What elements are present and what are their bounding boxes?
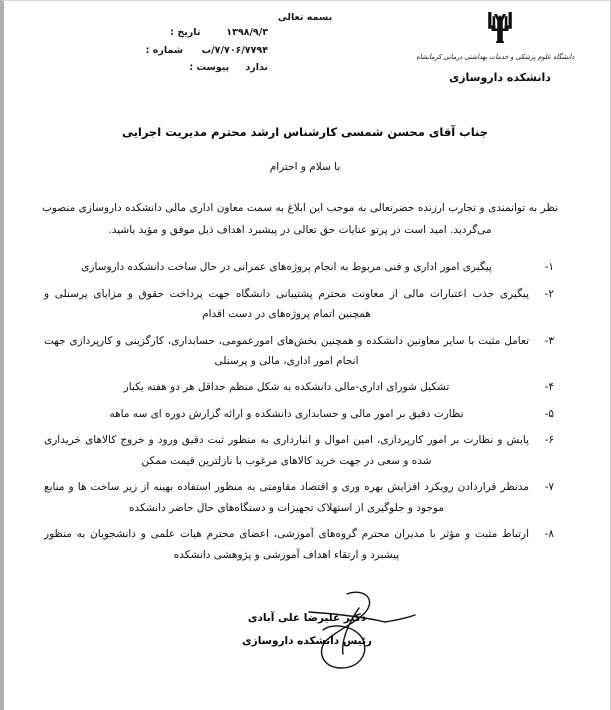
greeting-line: با سلام و احترام <box>269 161 341 173</box>
date-label: تاریخ : <box>170 27 201 38</box>
list-item-text: پیگیری جذب اعتبارات مالی از معاونت محترم پشتیبانی دانشگاه جهت پرداخت حقوق و مزایای پرسنلی و همچنین اتمام پروژه‌های در دست اقدام <box>44 287 529 321</box>
list-item-text: تعامل مثبت با سایر معاونین دانشکده و همچنین بخش‌های امورعمومی، حسابداری، کارگزینی و کارپردازی جهت انجام امور اداری، مالی و پرسنلی <box>44 334 529 367</box>
intro-paragraph: نظر به توانمندی و تجارب ارزنده حضرتعالی به موجب این ابلاغ به سمت معاون اداری مالی دانشکده داروسازی منصوب می‌گردید. امید است در پرتو عنایات حق تعالی در پیشبرد اهداف ذیل موفق و مؤید باشید. <box>42 202 558 237</box>
signer-title: رئیس دانشکده داروسازی <box>242 635 372 647</box>
number-label: شماره : <box>145 44 184 56</box>
list-item <box>44 404 554 424</box>
list-item-text: تشکیل شورای اداری-مالی دانشکده به شکل منظم حداقل هر دو هفته یکبار <box>123 381 450 394</box>
goals-list <box>22 257 588 565</box>
list-item-number: ۸- <box>544 528 554 541</box>
list-item-number: ۶- <box>544 434 554 447</box>
addressee-line: جناب آقای محسن شمسی کارشناس ارشد محترم مدیریت اجرایی <box>121 125 489 139</box>
letterhead <box>22 1 588 109</box>
list-item-number: ۴- <box>544 381 554 394</box>
list-item-text: پایش و نظارت بر امور کارپردازی، امین اموال و انبارداری به منظور ثبت دقیق ورود و خروج کالاهای خریداری شده و سعی در جهت خرید کالاهای مرغوب با نازلترین قیمت ممکن <box>44 434 529 467</box>
list-item-text: نظارت دقیق بر امور مالی و حسابداری دانشکده و ارائه گزارش دوره ای سه ماهه <box>109 407 464 420</box>
list-item-number: ۷- <box>544 481 554 494</box>
list-item-number: ۵- <box>544 407 554 420</box>
letter-sheet <box>4 1 610 710</box>
list-item-text: ارتباط مثبت و مؤثر با مدیران محترم گروه‌های آموزشی، اعضای محترم هیات علمی و دانشجویان به منظور پیشبرد و ارتقاء اهداف آموزشی و پژوهشی دانشکده <box>44 528 529 561</box>
list-item <box>44 331 554 372</box>
intro-paragraph-block <box>22 197 588 241</box>
number-value: ۷/۷۰۶/۷۷۹۴/ب <box>201 44 268 56</box>
list-item-number: ۲- <box>544 287 554 300</box>
list-item-number: ۱- <box>544 261 554 274</box>
letter-metadata <box>68 27 268 80</box>
list-item <box>44 477 554 518</box>
list-item <box>44 257 554 277</box>
organization-identity <box>416 5 580 84</box>
list-item-number: ۳- <box>544 334 554 347</box>
list-item <box>44 524 554 565</box>
signature-block <box>4 594 610 674</box>
list-item-text: مدنظر قراردادن رویکرد افزایش بهره وری و اقتصاد مقاومتی به منظور استفاده بهینه از زیر ساخت ها و منابع موجود و جلوگیری از استهلاک تجهیزات و دستگاه‌های حال حاضر دانشکده <box>44 481 529 514</box>
list-item-text: پیگیری امور اداری و فنی مربوط به انجام پروژه‌های عمرانی در حال ساخت دانشکده داروسازی <box>81 261 492 274</box>
list-item <box>44 430 554 471</box>
signature-area <box>182 594 432 674</box>
faculty-name: دانشکده داروسازی <box>449 71 551 84</box>
attachment-value: ندارد <box>245 62 268 73</box>
list-item <box>44 377 554 397</box>
date-value: ۱۳۹۸/۹/۳ <box>226 27 268 38</box>
list-item <box>44 284 554 325</box>
attachment-label: پیوست : <box>189 62 230 73</box>
signer-name: دکتر علیرضا علی آبادی <box>247 612 367 624</box>
metadata-row-attachment <box>68 62 268 73</box>
bismillah-text: بسمه تعالی <box>277 12 333 23</box>
university-name: دانشگاه علوم پزشکی و خدمات بهداشتی درمانی کرمانشاه <box>416 53 575 61</box>
metadata-row-number <box>68 45 268 56</box>
iran-emblem-icon <box>420 5 580 51</box>
metadata-row-date <box>68 27 268 38</box>
